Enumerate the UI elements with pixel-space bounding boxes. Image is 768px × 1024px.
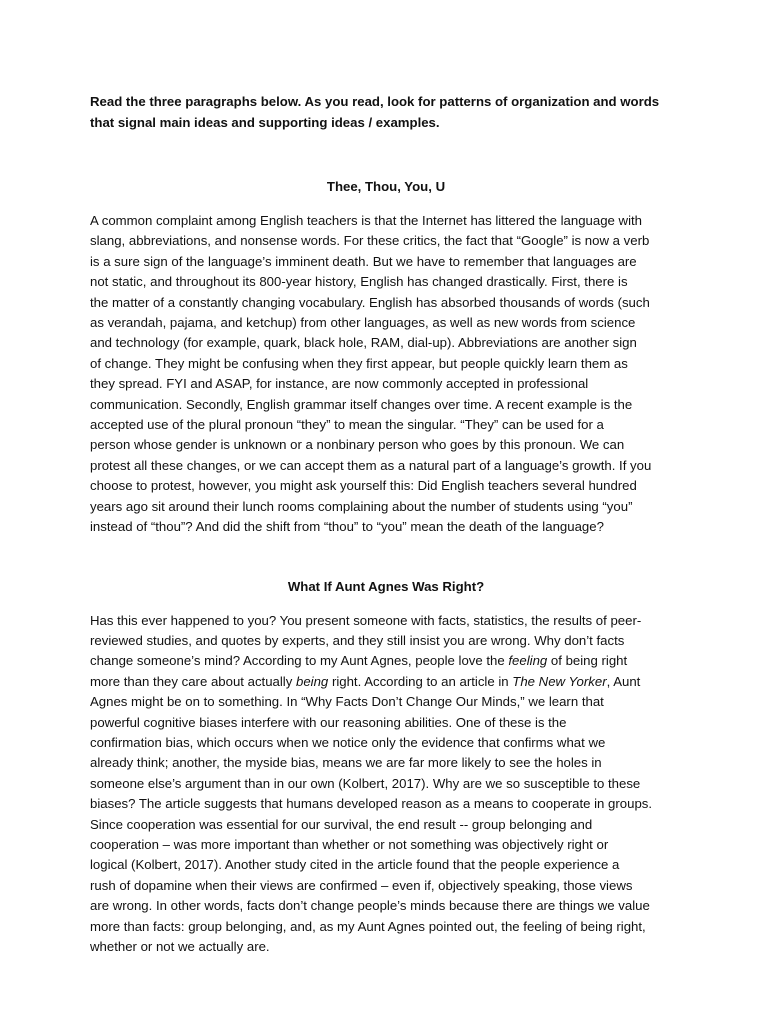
text-line: of change. They might be confusing when they first appear, but people quickly learn them as xyxy=(90,355,628,371)
text-line: someone else’s argument than in our own (Kolbert, 2017). Why are we so susceptible to these xyxy=(90,775,641,791)
text-line: powerful cognitive biases interfere with our reasoning abilities. One of these is the xyxy=(90,714,567,730)
text-line: are wrong. In other words, facts don’t change people’s minds because there are things we value xyxy=(90,898,650,914)
instructions-line: Read the three paragraphs below. As you read, look for patterns of organization and words xyxy=(90,94,660,109)
paragraph-aunt-agnes xyxy=(90,611,682,958)
text-line: reviewed studies, and quotes by experts, and they still insist you are wrong. Why don’t facts xyxy=(90,632,625,648)
text-line xyxy=(90,672,682,692)
text-run: right. According to an article in xyxy=(328,673,513,689)
text-line: protest all these changes, or we can accept them as a natural part of a language’s growth. If you xyxy=(90,457,652,473)
document-page xyxy=(90,92,682,957)
section-title: Thee, Thou, You, U xyxy=(326,179,446,194)
text-line xyxy=(90,651,682,671)
text-line: years ago sit around their lunch rooms complaining about the number of students using “you” xyxy=(90,498,633,514)
instructions-line: that signal main ideas and supporting ideas / examples. xyxy=(90,114,440,130)
text-line: and technology (for example, quark, black hole, RAM, dial-up). Abbreviations are another sign xyxy=(90,335,637,351)
text-line: cooperation – was more important than whether or not something was objectively right or xyxy=(90,836,609,852)
section-title: What If Aunt Agnes Was Right? xyxy=(287,578,485,594)
text-line: accepted use of the plural pronoun “they” to mean the singular. “They” can be used for a xyxy=(90,417,604,433)
text-line: communication. Secondly, English grammar itself changes over time. A recent example is the xyxy=(90,396,633,412)
text-run: of being right xyxy=(547,653,628,669)
text-line: not static, and throughout its 800-year history, English has changed drastically. First, there is xyxy=(90,274,628,290)
text-line: A common complaint among English teachers is that the Internet has littered the language with xyxy=(90,213,642,228)
text-line: already think; another, the myside bias, means we are far more likely to see the holes in xyxy=(90,755,602,771)
text-line: confirmation bias, which occurs when we notice only the evidence that confirms what we xyxy=(90,734,606,750)
text-line: whether or not we actually are. xyxy=(90,939,270,954)
text-line: slang, abbreviations, and nonsense words. For these critics, the fact that “Google” is now a verb xyxy=(90,233,650,249)
text-run: more than they care about actually xyxy=(90,673,296,689)
text-line: more than facts: group belonging, and, as my Aunt Agnes pointed out, the feeling of being right, xyxy=(90,918,646,934)
text-line: instead of “thou”? And did the shift from “thou” to “you” mean the death of the language? xyxy=(90,519,604,535)
text-line: biases? The article suggests that humans developed reason as a means to cooperate in groups. xyxy=(90,796,653,812)
text-line: person whose gender is unknown or a nonbinary person who goes by this pronoun. We can xyxy=(90,437,625,453)
emphasis-being: being xyxy=(296,673,329,689)
paragraph-thee-thou xyxy=(90,211,682,538)
text-line: as verandah, pajama, and ketchup) from other languages, as well as new words from science xyxy=(90,315,636,331)
text-line: Has this ever happened to you? You present someone with facts, statistics, the results of peer- xyxy=(90,612,642,628)
text-line: rush of dopamine when their views are confirmed – even if, objectively speaking, those views xyxy=(90,877,633,893)
text-line: the matter of a constantly changing vocabulary. English has absorbed thousands of words (such xyxy=(90,294,650,310)
text-line: choose to protest, however, you might ask yourself this: Did English teachers several hundred xyxy=(90,478,637,494)
text-run: , Aunt xyxy=(606,673,641,689)
text-line: Agnes might be on to something. In “Why Facts Don’t Change Our Minds,” we learn that xyxy=(90,694,604,710)
emphasis-feeling: feeling xyxy=(508,653,548,669)
text-line: logical (Kolbert, 2017). Another study cited in the article found that the people experience a xyxy=(90,857,620,873)
text-run: change someone’s mind? According to my Aunt Agnes, people love the xyxy=(90,653,509,669)
text-line: is a sure sign of the language’s imminent death. But we have to remember that languages are xyxy=(90,253,637,269)
instructions xyxy=(90,92,682,133)
text-line: Since cooperation was essential for our survival, the end result -- group belonging and xyxy=(90,816,593,832)
publication-title: The New Yorker xyxy=(512,673,607,689)
text-line: they spread. FYI and ASAP, for instance, are now commonly accepted in professional xyxy=(90,376,589,392)
